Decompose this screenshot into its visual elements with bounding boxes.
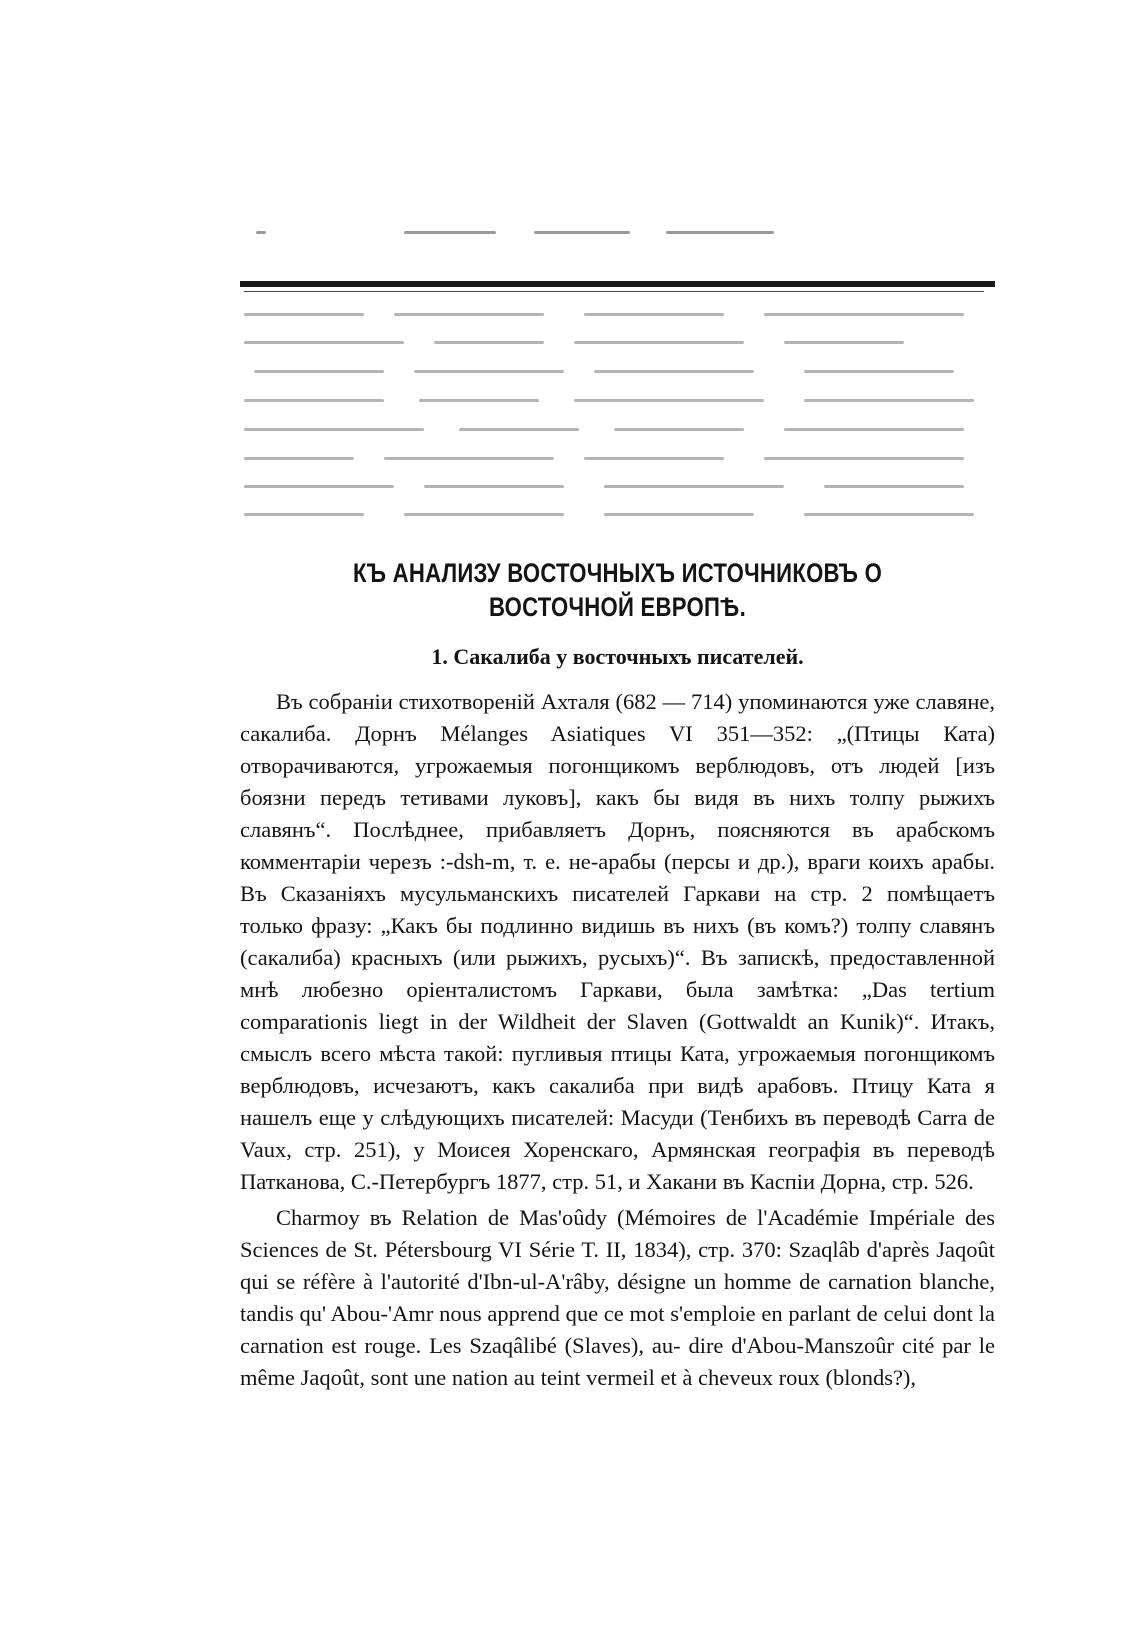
paragraph: Charmoy въ Relation de Mas'oûdy (Mémoires de l'Académie Impériale des Sciences de St. Pétersbourg VI Série T. II, 1834), стр. 370: Szaqlâb d'après Jaqoût qui se réfère à l'autorité d'Ibn-ul-A'râby, désigne un homme de carnation blanche, tandis qu' Abou-'Amr nous apprend que ce mot s'emploie en parlant de celui dont la carnation est rouge. Les Szaqâlibé (Slaves), au- dire d'Abou-Manszoûr cité par le même Jaqoût, sont une nation au teint vermeil et à cheveux roux (blonds?), (240, 1205, 995, 1390)
illegible-faint-text (244, 308, 986, 538)
section-subheading: 1. Сакалиба у восточныхъ писателей. (431, 644, 804, 669)
paragraph: Въ собраніи стихотвореній Ахталя (682 — 714) упоминаются уже славяне, сакалиба. Дорнъ Mélanges Asiatiques VI 351—352: „(Птицы Ката) отворачиваются, угрожаемыя погонщикомъ верблюдовъ, отъ людей [изъ боязни передъ тетивами луковъ], какъ бы видя въ нихъ толпу рыжихъ славянъ“. Послѣднее, прибавляетъ Дорнъ, поясняются въ арабскомъ комментаріи черезъ :-dsh-m, т. е. не-арабы (персы и др.), враги коихъ арабы. Въ Сказаніяхъ мусульманскихъ писателей Гаркави на стр. 2 помѣщаетъ только фразу: „Какъ бы подлинно видишь въ нихъ (въ комъ?) толпу славянъ (сакалиба) красныхъ (или рыжихъ, русыхъ)“. Въ запискѣ, предоставленной мнѣ любезно оріенталистомъ Гаркави, была замѣтка: „Das tertium comparationis liegt in der Wildheit der Slaven (Gottwaldt an Kunik)“. Итакъ, смыслъ всего мѣста такой: пугливыя птицы Ката, угрожаемыя погонщикомъ верблюдовъ, исчезаютъ, какъ сакалиба при видѣ арабовъ. Птицу Ката я нашелъ еще у слѣдующихъ писателей: Масуди (Тенбихъ въ переводѣ Carra de Vaux, стр. 251), у Моисея Хоренскаго, Армянская географія въ переводѣ Патканова, С.-Петербургъ 1877, стр. 51, и Хакани въ Каспіи Дорна, стр. 526. (240, 689, 995, 1194)
article-heading: КЪ АНАЛИЗУ ВОСТОЧНЫХЪ ИСТОЧНИКОВЪ О ВОСТОЧНОЙ ЕВРОПѢ. (352, 558, 883, 622)
body-text (240, 686, 995, 1394)
top-rule (240, 281, 995, 287)
running-head-illegible (256, 226, 796, 240)
top-rule-fine (244, 291, 984, 292)
